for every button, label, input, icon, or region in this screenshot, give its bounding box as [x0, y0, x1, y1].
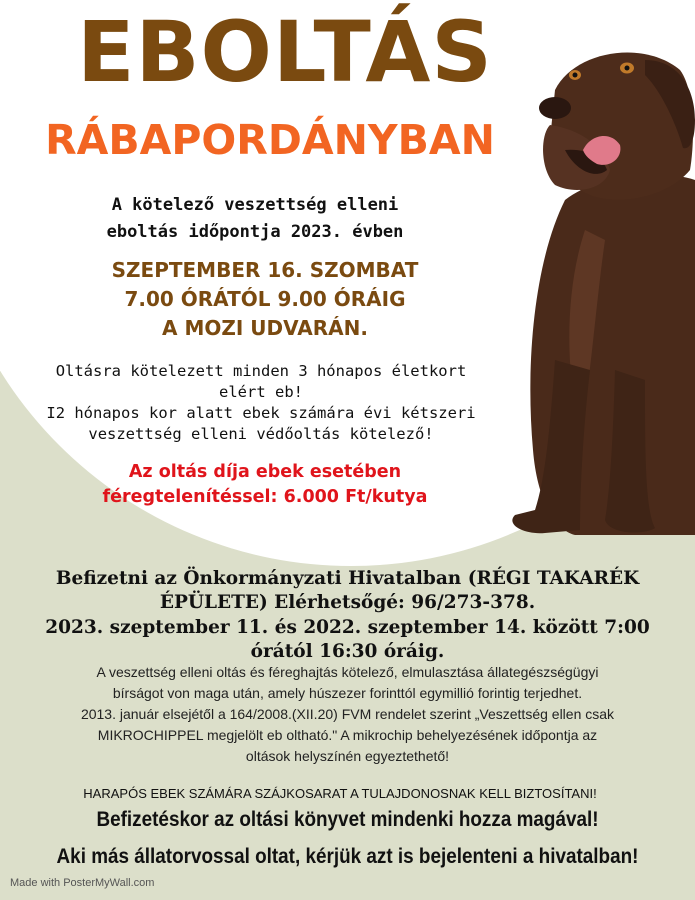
obligation-line: I2 hónapos kor alatt ebek számára évi kétszeri [46, 404, 476, 422]
event-date-block [40, 256, 490, 343]
poster-title: EBOLTÁS [77, 3, 493, 101]
muzzle-notice: HARAPÓS EBEK SZÁMÁRA SZÁJKOSARAT A TULAJDONOSNAK KELL BIZTOSÍTANI! [83, 786, 597, 801]
event-time-line: 7.00 ÓRÁTÓL 9.00 ÓRÁIG [124, 287, 406, 311]
payment-line: Befizetni az Önkormányzati Hivatalban (RÉGI TAKARÉK [55, 568, 640, 589]
payment-date-line: 2023. szeptember 11. és 2022. szeptember 14. között 7:00 [45, 617, 650, 638]
credit-text: Made with PosterMyWall.com [10, 877, 155, 889]
intro-line: eboltás időpontja 2023. évben [106, 222, 404, 242]
law-line: A veszettség elleni oltás és féreghajtás kötelező, elmulasztása állategészségügyi [96, 664, 599, 680]
payment-info [0, 567, 695, 615]
obligation-line: veszettség elleni védőoltás kötelező! [88, 425, 434, 443]
intro-line: A kötelező veszettség elleni [111, 195, 399, 215]
other-vet-notice: Aki más állatorvossal oltat, kérjük azt is bejelenteni a hivatalban! [56, 845, 639, 868]
event-date-line: SZEPTEMBER 16. SZOMBAT [111, 258, 419, 282]
law-notice [0, 662, 695, 767]
payment-dates [0, 616, 695, 664]
law-line: oltások helyszínén egyeztethető! [245, 748, 450, 764]
law-line: bírságot von maga után, amely húszezer forinttól egymillió forintig terjedhet. [112, 685, 583, 701]
payment-line: ÉPÜLETE) Elérhetsőgé: 96/273-378. [159, 592, 536, 613]
obligation-line: Oltásra kötelezett minden 3 hónapos életkort [55, 362, 467, 380]
vaccination-book-notice: Befizetéskor az oltási könyvet mindenki hozza magával! [96, 808, 599, 831]
law-line: MIKROCHIPPEL megjelölt eb oltható." A mikrochip behelyezésének időpontja az [97, 727, 598, 743]
poster-subtitle: RÁBAPORDÁNYBAN [45, 116, 495, 164]
law-line: 2013. január elsejétől a 164/2008.(XII.20) FVM rendelet szerint „Veszettség ellen csak [80, 706, 615, 722]
fee-line: féregtelenítéssel: 6.000 Ft/kutya [102, 487, 428, 507]
payment-date-line: órától 16:30 óráig. [250, 641, 445, 662]
obligation-line: elért eb! [219, 383, 303, 401]
obligation-text [0, 361, 522, 445]
fee-text [30, 460, 500, 510]
event-location-line: A MOZI UDVARÁN. [162, 316, 368, 340]
intro-text [20, 192, 490, 246]
dog-illustration [495, 30, 695, 550]
fee-line: Az oltás díja ebek esetében [128, 462, 402, 482]
